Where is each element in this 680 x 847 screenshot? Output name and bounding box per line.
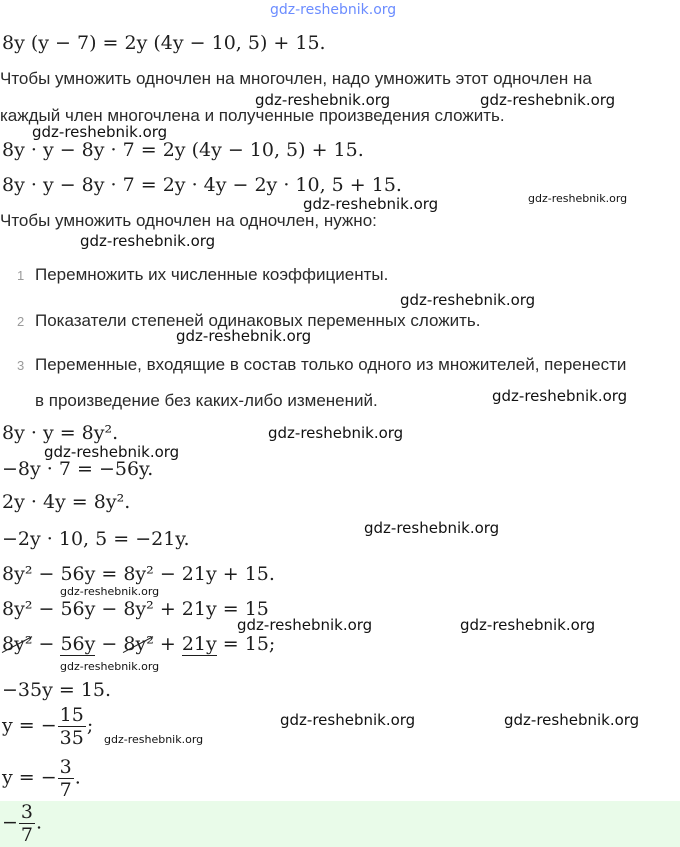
step-text: Перемножить их численные коэффициенты. [35,265,389,284]
cancelled-term: 8y² [2,633,33,655]
watermark: gdz-reshebnik.org [480,91,616,109]
cancelled-term: 8y² [123,633,154,655]
step-number: 2 [17,314,25,329]
underlined-term: 21y [181,633,217,655]
watermark-top: gdz-reshebnik.org [270,2,397,18]
equation-step-3: 2y · 4y = 8y². [2,491,131,513]
rule-polynomial-line2: каждый член многочлена и полученные произведения сложить. [0,106,505,125]
equation-step-1: 8y · y = 8y². [2,422,119,444]
watermark: gdz-reshebnik.org [364,519,500,537]
watermark: gdz-reshebnik.org [303,195,439,213]
numerator: 3 [20,801,34,823]
watermark: gdz-reshebnik.org [104,733,204,746]
equation-original: 8y (y − 7) = 2y (4y − 10, 5) + 15. [2,32,326,54]
equation-end: . [36,811,43,834]
watermark: gdz-reshebnik.org [80,232,216,250]
underlined-term: 56y [60,633,96,655]
step-text: Показатели степеней одинаковых переменных сложить. [35,311,481,330]
operator: − [32,633,61,655]
watermark: gdz-reshebnik.org [60,660,160,673]
step-number: 3 [17,358,25,373]
watermark: gdz-reshebnik.org [400,291,536,309]
watermark: gdz-reshebnik.org [268,424,404,442]
equation-step-4: −2y · 10, 5 = −21y. [2,528,190,550]
step-text-line1: Переменные, входящие в состав только одного из множителей, перенести [35,355,627,374]
fraction [58,756,74,801]
equation-expand-left: 8y · y − 8y · 7 = 2y (4y − 10, 5) + 15. [2,139,364,161]
equation-fraction-unreduced [2,704,93,749]
watermark: gdz-reshebnik.org [237,616,373,634]
watermark: gdz-reshebnik.org [32,123,168,141]
answer [2,801,42,846]
answer-sign: − [2,811,18,834]
equation-moved: 8y² − 56y − 8y² + 21y = 15 [2,598,269,620]
equation-end: ; [86,714,94,737]
answer-highlight [0,801,680,847]
watermark: gdz-reshebnik.org [44,443,180,461]
watermark: gdz-reshebnik.org [528,192,628,205]
equation-step-2: −8y · 7 = −56y. [2,458,154,480]
operator: + [153,633,182,655]
fraction [58,704,86,749]
operator: − [95,633,124,655]
watermark: gdz-reshebnik.org [255,91,391,109]
watermark: gdz-reshebnik.org [492,387,628,405]
step-text-line2: в произведение без каких-либо изменений. [35,391,378,410]
watermark: gdz-reshebnik.org [60,585,160,598]
equation-expand-both: 8y · y − 8y · 7 = 2y · 4y − 2y · 10, 5 + 15. [2,174,402,196]
numerator: 3 [59,756,72,778]
equation-end: = 15; [216,633,276,655]
denominator: 7 [20,824,34,846]
step-number: 1 [17,268,25,283]
watermark: gdz-reshebnik.org [460,616,596,634]
rule-polynomial-line1: Чтобы умножить одночлен на многочлен, надо умножить этот одночлен на [0,69,592,88]
denominator: 7 [59,779,72,801]
equation-simplified [2,633,275,655]
equation-lhs: y = − [2,714,57,737]
equation-fraction-reduced [2,756,81,801]
watermark: gdz-reshebnik.org [176,327,312,345]
equation-end: . [74,766,81,789]
equation-lhs: y = − [2,766,57,789]
fraction [19,801,35,846]
watermark: gdz-reshebnik.org [280,711,416,729]
watermark: gdz-reshebnik.org [504,711,640,729]
equation-collected: −35y = 15. [2,679,112,701]
numerator: 15 [59,704,84,726]
denominator: 35 [59,727,84,749]
equation-substituted: 8y² − 56y = 8y² − 21y + 15. [2,563,275,585]
rule-monomial: Чтобы умножить одночлен на одночлен, нужно: [0,211,377,230]
